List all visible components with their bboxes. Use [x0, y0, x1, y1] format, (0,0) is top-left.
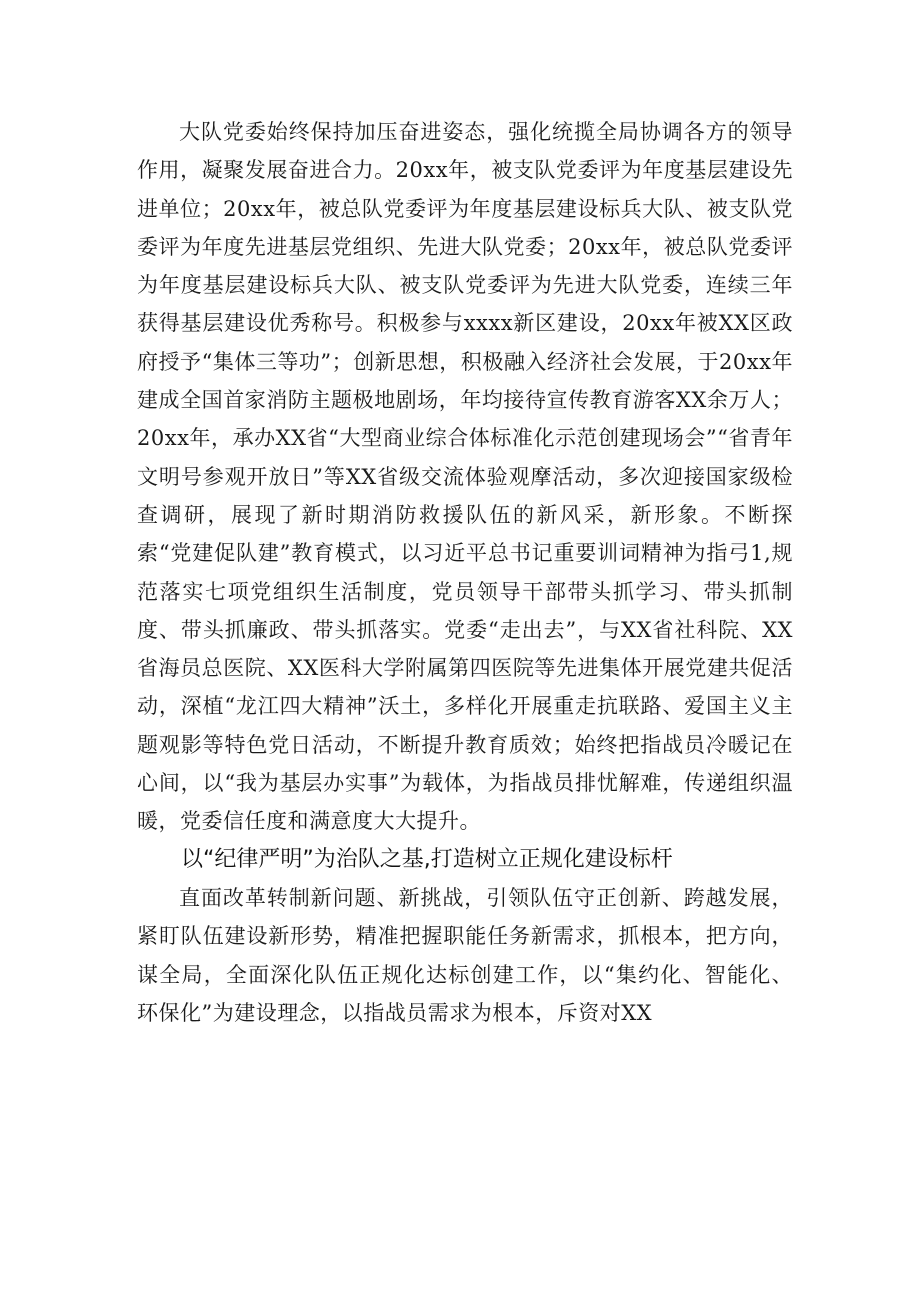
body-paragraph: 直面改革转制新问题、新挑战，引领队伍守正创新、跨越发展，紧盯队伍建设新形势，精准把握职能任务新需求，抓根本，把方向，谋全局，全面深化队伍正规化达标创建工作，以“集约化、智能化、环保化”为建设理念，以指战员需求为根本，斥资对XX: [137, 885, 793, 1025]
body-paragraph: 大队党委始终保持加压奋进姿态，强化统揽全局协调各方的领导作用，凝聚发展奋进合力。20xx年，被支队党委评为年度基层建设先进单位；20xx年，被总队党委评为年度基层建设标兵大队、被支队党委评为年度先进基层党组织、先进大队党委；20xx年，被总队党委评为年度基层建设标兵大队、被支队党委评为先进大队党委，连续三年获得基层建设优秀称号。积极参与xxxx新区建设，20xx年被XX区政府授予“集体三等功”；创新思想，积极融入经济社会发展，于20xx年建成全国首家消防主题极地剧场，年均接待宣传教育游客XX余万人；20xx年，承办XX省“大型商业综合体标准化示范创建现场会”“省青年文明号参观开放日”等XX省级交流体验观摩活动，多次迎接国家级检查调研，展现了新时期消防救援队伍的新风采，新形象。不断探索“党建促队建”教育模式，以习近平总书记重要训词精神为指弓1,规范落实七项党组织生活制度，党员领导干部带头抓学习、带头抓制度、带头抓廉政、带头抓落实。党委“走出去”，与XX省社科院、XX省海员总医院、XX医科大学附属第四医院等先进集体开展党建共促活动，深植“龙江四大精神”沃土，多样化开展重走抗联路、爱国主义主题观影等特色党日活动，不断提升教育质效；始终把指战员冷暖记在心间，以“我为基层办实事”为载体，为指战员排忧解难，传递组织温暖，党委信任度和满意度大大提升。: [137, 120, 793, 834]
section-heading: 以“纪律严明”为治队之基,打造树立正规化建设标杆: [181, 846, 673, 872]
document-body: [137, 113, 793, 1032]
